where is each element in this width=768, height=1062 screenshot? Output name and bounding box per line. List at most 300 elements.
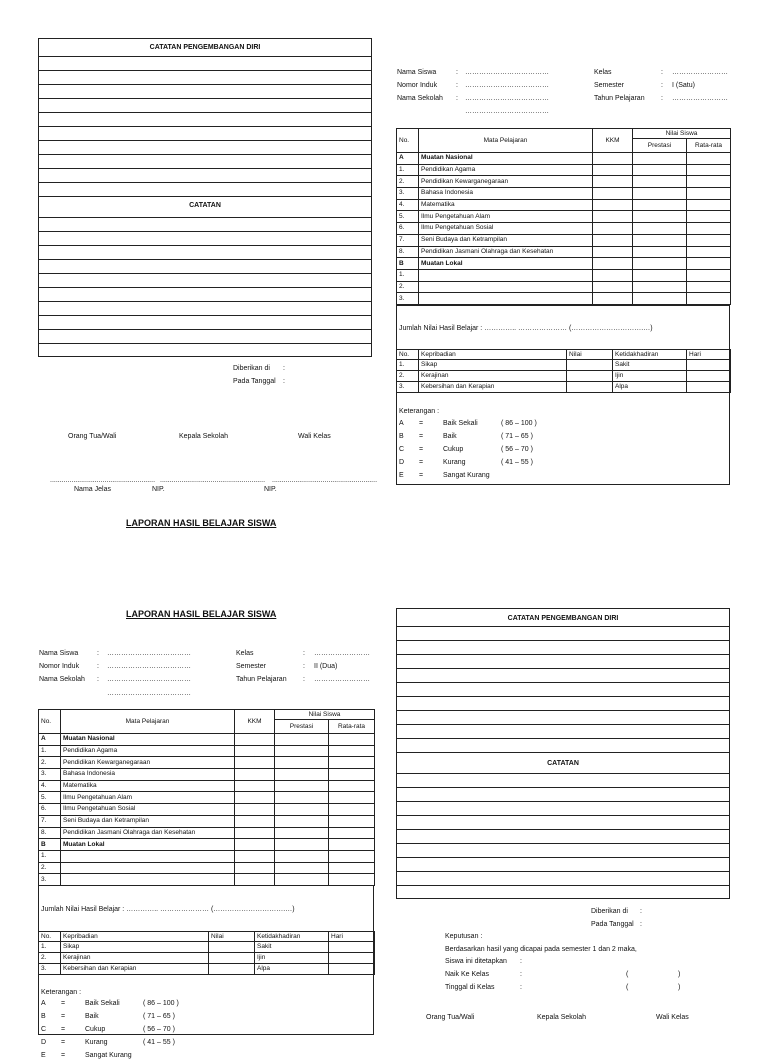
grade-cell-rata — [687, 176, 731, 188]
grade-cell-prestasi — [275, 745, 329, 757]
keterangan-desc: Kurang — [85, 1039, 108, 1046]
colon: : — [661, 95, 663, 102]
grade-cell-kkm — [235, 734, 275, 746]
label-kelas-2: Kelas — [236, 650, 254, 657]
grade-cell-no: 2. — [39, 862, 61, 874]
label-nomor-induk-2: Nomor Induk — [39, 663, 80, 670]
grade-cell-kkm — [235, 874, 275, 886]
value-nama-sekolah-2b: ……………………………… — [107, 690, 191, 697]
grade-row — [397, 246, 731, 258]
keterangan-desc: Sangat Kurang — [85, 1052, 132, 1059]
diberikan-colon: : — [283, 365, 285, 372]
grade-cell-kkm — [235, 850, 275, 862]
kep-cell-nilai — [567, 360, 613, 371]
grade-cell-name — [419, 281, 593, 293]
keterangan-eq: = — [419, 459, 424, 466]
grade-row — [39, 734, 375, 746]
keterangan-eq: = — [419, 433, 424, 440]
grade-cell-name: Pendidikan Kewarganegaraan — [419, 176, 593, 188]
grade-cell-kkm — [593, 269, 633, 281]
keputusan-line1: Berdasarkan hasil yang dicapai pada semester 1 dan 2 maka, — [445, 946, 637, 953]
keterangan-label-2: Keterangan : — [41, 989, 82, 996]
grade-cell-no: 4. — [397, 199, 419, 211]
grade-cell-kkm — [593, 223, 633, 235]
sig-kepala: Kepala Sekolah — [179, 433, 229, 440]
grade-cell-prestasi — [275, 757, 329, 769]
grade-cell-prestasi — [275, 874, 329, 886]
colon: : — [661, 69, 663, 76]
grade-cell-kkm — [593, 293, 633, 305]
keterangan-range: ( 86 – 100 ) — [143, 1000, 179, 1007]
keputusan-line2: Siswa ini ditetapkan — [445, 958, 507, 965]
grade-cell-kkm — [593, 234, 633, 246]
value-semester: I (Satu) — [672, 82, 695, 89]
tanggal-label: Pada Tanggal — [233, 378, 276, 385]
grade-cell-prestasi — [633, 211, 687, 223]
value-kelas-2: …………………… — [314, 650, 370, 657]
grade-cell-no: B — [397, 258, 419, 270]
kep-cell-nilai — [209, 964, 255, 975]
value-nomor-induk: ……………………………… — [465, 82, 549, 89]
keterangan-eq: = — [419, 446, 424, 453]
grade-cell-no: 3. — [39, 874, 61, 886]
grade-cell-rata — [329, 839, 375, 851]
sig-nip-1: NIP. — [152, 486, 165, 493]
grade-cell-kkm — [593, 211, 633, 223]
kep-cell-nilai — [567, 371, 613, 382]
report-title-1: LAPORAN HASIL BELAJAR SISWA — [126, 518, 277, 528]
kepribadian-row — [397, 382, 731, 393]
naik-colon: : — [520, 971, 522, 978]
grade-cell-prestasi — [633, 199, 687, 211]
grade-row — [397, 223, 731, 235]
label-kelas: Kelas — [594, 69, 612, 76]
grade-cell-name: Pendidikan Agama — [61, 745, 235, 757]
keterangan-code: B — [41, 1013, 46, 1020]
jumlah-nilai-2: Jumlah Nilai Hasil Belajar : ………….. ………………… (………………………….…) — [41, 906, 295, 913]
tinggal-label: Tinggal di Kelas — [445, 984, 495, 991]
value-nama-siswa-2: ……………………………… — [107, 650, 191, 657]
label-nomor-induk: Nomor Induk — [397, 82, 438, 89]
kep-cell-kepribadian: Kebersihan dan Kerapian — [61, 964, 209, 975]
grade-cell-name — [419, 293, 593, 305]
keterangan-range: ( 41 – 55 ) — [501, 459, 533, 466]
grade-cell-prestasi — [633, 269, 687, 281]
kep-cell-ketidakhadiran: Ijin — [255, 953, 329, 964]
grade-rows — [397, 153, 731, 305]
tanggal-colon: : — [283, 378, 285, 385]
grade-cell-rata — [687, 281, 731, 293]
grade-cell-no: B — [39, 839, 61, 851]
tinggal-open: ( — [626, 984, 629, 991]
grade-cell-rata — [687, 234, 731, 246]
grade-cell-rata — [329, 780, 375, 792]
grade-cell-rata — [687, 153, 731, 165]
grade-cell-prestasi — [275, 804, 329, 816]
grade-row — [39, 792, 375, 804]
jumlah-nilai: Jumlah Nilai Hasil Belajar : ………….. ………………… (………………………….…) — [399, 325, 653, 332]
hdr-prestasi: Prestasi — [275, 720, 329, 734]
report-title-2: LAPORAN HASIL BELAJAR SISWA — [126, 609, 277, 619]
kep-cell-ketidakhadiran: Alpa — [255, 964, 329, 975]
diberikan-colon-2: : — [640, 908, 642, 915]
grade-cell-rata — [687, 188, 731, 200]
grade-row — [397, 199, 731, 211]
hdr-mapel: Mata Pelajaran — [61, 710, 235, 734]
grade-cell-no: A — [397, 153, 419, 165]
grade-cell-name: Muatan Nasional — [419, 153, 593, 165]
grade-cell-rata — [687, 246, 731, 258]
grade-cell-rata — [329, 804, 375, 816]
keterangan-list-2 — [41, 997, 203, 1062]
grade-cell-name: Pendidikan Kewarganegaraan — [61, 757, 235, 769]
grade-cell-no: 5. — [39, 792, 61, 804]
kep-cell-hari — [329, 942, 375, 953]
kep-cell-no: 2. — [397, 371, 419, 382]
naik-label: Naik Ke Kelas — [445, 971, 489, 978]
kep-cell-no: 1. — [397, 360, 419, 371]
kep-cell-kepribadian: Sikap — [61, 942, 209, 953]
grade-cell-kkm — [235, 815, 275, 827]
kep-cell-kepribadian: Kerajinan — [61, 953, 209, 964]
sig-wali: Wali Kelas — [298, 433, 331, 440]
kep-cell-ketidakhadiran: Sakit — [613, 360, 687, 371]
keterangan-list — [399, 417, 561, 482]
grade-cell-rata — [687, 199, 731, 211]
kepribadian-table-1 — [396, 349, 731, 393]
value-nama-sekolah: ……………………………… — [465, 95, 549, 102]
grade-cell-kkm — [235, 769, 275, 781]
kepribadian-row — [397, 360, 731, 371]
keterangan-code: A — [41, 1000, 46, 1007]
keterangan-range: ( 86 – 100 ) — [501, 420, 537, 427]
grade-cell-prestasi — [633, 176, 687, 188]
keterangan-range: ( 41 – 55 ) — [143, 1039, 175, 1046]
colon: : — [97, 676, 99, 683]
grade-row — [39, 815, 375, 827]
sig-blank-2: ...................................................... — [160, 477, 266, 484]
kep-cell-nilai — [567, 382, 613, 393]
label-nama-sekolah-2: Nama Sekolah — [39, 676, 85, 683]
grade-row — [397, 211, 731, 223]
grade-cell-kkm — [235, 827, 275, 839]
grade-cell-no: 3. — [397, 293, 419, 305]
catatan-mid-label: CATATAN — [189, 202, 221, 209]
value-semester-2: II (Dua) — [314, 663, 338, 670]
kep-cell-ketidakhadiran: Sakit — [255, 942, 329, 953]
hdr-no: No. — [397, 129, 419, 153]
colon: : — [456, 95, 458, 102]
grade-cell-name — [61, 862, 235, 874]
keterangan-range: ( 71 – 65 ) — [143, 1013, 175, 1020]
grade-cell-kkm — [235, 839, 275, 851]
label-nama-siswa: Nama Siswa — [397, 69, 437, 76]
hdr-rata: Rata-rata — [687, 139, 731, 153]
grade-cell-no: 2. — [397, 281, 419, 293]
grade-cell-prestasi — [633, 281, 687, 293]
grade-cell-no: 2. — [397, 176, 419, 188]
kep-cell-hari — [329, 964, 375, 975]
grade-row — [397, 281, 731, 293]
grade-cell-kkm — [593, 199, 633, 211]
grade-cell-no: 3. — [39, 769, 61, 781]
naik-close: ) — [678, 971, 681, 978]
label-tahun: Tahun Pelajaran — [594, 95, 645, 102]
grade-cell-no: 2. — [39, 757, 61, 769]
grade-cell-prestasi — [275, 734, 329, 746]
tanggal-colon-2: : — [640, 921, 642, 928]
grade-cell-kkm — [593, 176, 633, 188]
label-tahun-2: Tahun Pelajaran — [236, 676, 287, 683]
kepribadian-row — [39, 964, 375, 975]
grade-cell-prestasi — [275, 839, 329, 851]
value-nomor-induk-2: ……………………………… — [107, 663, 191, 670]
grade-cell-name: Pendidikan Jasmani Olahraga dan Kesehatan — [419, 246, 593, 258]
kep-cell-no: 2. — [39, 953, 61, 964]
keterangan-code: A — [399, 420, 404, 427]
keterangan-desc: Baik — [443, 433, 457, 440]
grade-cell-name: Bahasa Indonesia — [61, 769, 235, 781]
kep-cell-kepribadian: Sikap — [419, 360, 567, 371]
colon: : — [97, 650, 99, 657]
grade-cell-rata — [329, 850, 375, 862]
catatan-box-top — [38, 38, 372, 357]
grade-cell-prestasi — [275, 792, 329, 804]
grade-cell-rata — [329, 792, 375, 804]
sig-kepala-2: Kepala Sekolah — [537, 1014, 587, 1021]
keterangan-desc: Baik Sekali — [85, 1000, 120, 1007]
grade-cell-kkm — [593, 258, 633, 270]
hdr-nilai-siswa: Nilai Siswa — [633, 129, 731, 139]
grade-cell-rata — [687, 269, 731, 281]
colon: : — [303, 663, 305, 670]
hdr-kkm: KKM — [235, 710, 275, 734]
grade-row — [39, 780, 375, 792]
keterangan-code: E — [41, 1052, 46, 1059]
grade-cell-prestasi — [633, 153, 687, 165]
grade-row — [39, 804, 375, 816]
grade-cell-rata — [329, 769, 375, 781]
grade-cell-name: Bahasa Indonesia — [419, 188, 593, 200]
value-nama-sekolah-2: ……………………………… — [465, 108, 549, 115]
keterangan-range: ( 56 – 70 ) — [143, 1026, 175, 1033]
summary-box-1 — [396, 305, 730, 485]
grade-cell-kkm — [593, 281, 633, 293]
kep-cell-no: 3. — [397, 382, 419, 393]
value-tahun: …………………… — [672, 95, 728, 102]
grade-row — [39, 839, 375, 851]
tinggal-close: ) — [678, 984, 681, 991]
grade-row — [397, 188, 731, 200]
kep-kepribadian: Kepribadian — [419, 350, 567, 360]
kep-no: No. — [397, 350, 419, 360]
grade-cell-name: Seni Budaya dan Ketrampilan — [419, 234, 593, 246]
grade-cell-kkm — [235, 745, 275, 757]
tinggal-colon: : — [520, 984, 522, 991]
kep-hari: Hari — [687, 350, 731, 360]
grade-cell-name: Pendidikan Jasmani Olahraga dan Kesehatan — [61, 827, 235, 839]
label-nama-sekolah: Nama Sekolah — [397, 95, 443, 102]
value-kelas: …………………… — [672, 69, 728, 76]
grade-cell-no: 1. — [39, 850, 61, 862]
colon: : — [456, 69, 458, 76]
grade-cell-prestasi — [275, 850, 329, 862]
keterangan-code: E — [399, 472, 404, 479]
grade-row — [397, 293, 731, 305]
grade-row — [397, 176, 731, 188]
kepribadian-row — [39, 953, 375, 964]
grade-cell-prestasi — [275, 769, 329, 781]
kep-cell-hari — [687, 371, 731, 382]
grade-cell-no: 8. — [397, 246, 419, 258]
keterangan-code: C — [399, 446, 405, 453]
diberikan-label-2: Diberikan di — [591, 908, 628, 915]
grade-row — [39, 850, 375, 862]
grade-row — [397, 269, 731, 281]
grades-table-2 — [38, 709, 375, 886]
grade-cell-name: Ilmu Pengetahuan Alam — [419, 211, 593, 223]
grade-cell-rata — [329, 862, 375, 874]
grade-cell-kkm — [235, 862, 275, 874]
kep-cell-nilai — [209, 953, 255, 964]
grade-row — [39, 769, 375, 781]
sig-nama-jelas: Nama Jelas — [74, 486, 111, 493]
grade-row — [39, 745, 375, 757]
keterangan-desc: Kurang — [443, 459, 466, 466]
naik-open: ( — [626, 971, 629, 978]
keterangan-code: C — [41, 1026, 47, 1033]
kep-hari: Hari — [329, 932, 375, 942]
grade-cell-kkm — [593, 246, 633, 258]
grade-row — [397, 258, 731, 270]
grade-cell-name: Matematika — [61, 780, 235, 792]
hdr-kkm: KKM — [593, 129, 633, 153]
grade-cell-name: Ilmu Pengetahuan Alam — [61, 792, 235, 804]
grade-row — [397, 164, 731, 176]
grade-cell-rata — [687, 164, 731, 176]
grade-cell-prestasi — [633, 246, 687, 258]
grade-cell-prestasi — [275, 815, 329, 827]
grade-cell-no: 1. — [397, 164, 419, 176]
kep-rows — [39, 942, 375, 975]
grade-cell-name: Muatan Nasional — [61, 734, 235, 746]
grade-cell-no: 3. — [397, 188, 419, 200]
hdr-nilai-siswa: Nilai Siswa — [275, 710, 375, 720]
grade-cell-kkm — [593, 188, 633, 200]
grade-cell-rata — [329, 734, 375, 746]
grade-row — [397, 234, 731, 246]
value-nama-siswa: ……………………………… — [465, 69, 549, 76]
label-semester: Semester — [594, 82, 624, 89]
colon: : — [97, 663, 99, 670]
grade-cell-name — [61, 850, 235, 862]
grade-row — [39, 874, 375, 886]
keterangan-code: D — [41, 1039, 47, 1046]
grade-cell-prestasi — [633, 258, 687, 270]
grade-cell-kkm — [235, 757, 275, 769]
keterangan-desc: Baik — [85, 1013, 99, 1020]
grade-cell-kkm — [235, 780, 275, 792]
grade-row — [39, 862, 375, 874]
keterangan-eq: = — [419, 472, 424, 479]
keterangan-eq: = — [61, 1013, 66, 1020]
grade-cell-prestasi — [275, 862, 329, 874]
grade-cell-kkm — [235, 792, 275, 804]
grade-cell-no: 7. — [39, 815, 61, 827]
kep-cell-hari — [687, 360, 731, 371]
kep-rows — [397, 360, 731, 393]
kep-cell-kepribadian: Kerajinan — [419, 371, 567, 382]
grade-cell-no: A — [39, 734, 61, 746]
hdr-mapel: Mata Pelajaran — [419, 129, 593, 153]
grade-cell-prestasi — [275, 780, 329, 792]
sig-nip-2: NIP. — [264, 486, 277, 493]
keterangan-eq: = — [61, 1026, 66, 1033]
grade-cell-prestasi — [633, 164, 687, 176]
grade-cell-no: 1. — [397, 269, 419, 281]
keterangan-range — [501, 469, 561, 482]
colon: : — [661, 82, 663, 89]
grade-cell-name — [61, 874, 235, 886]
kep-ketidakhadiran: Ketidakhadiran — [613, 350, 687, 360]
grade-cell-no: 4. — [39, 780, 61, 792]
value-tahun-2: …………………… — [314, 676, 370, 683]
grade-cell-no: 6. — [39, 804, 61, 816]
kep-cell-hari — [329, 953, 375, 964]
grade-cell-name: Seni Budaya dan Ketrampilan — [61, 815, 235, 827]
kep-cell-nilai — [209, 942, 255, 953]
grade-cell-name: Ilmu Pengetahuan Sosial — [61, 804, 235, 816]
grade-row — [397, 153, 731, 165]
catatan-box-bottom — [396, 608, 730, 899]
grade-rows — [39, 734, 375, 886]
catatan-mid-label-2: CATATAN — [547, 760, 579, 767]
keputusan-label: Keputusan : — [445, 933, 483, 940]
tanggal-label-2: Pada Tanggal — [591, 921, 634, 928]
grade-row — [39, 827, 375, 839]
grade-cell-rata — [687, 211, 731, 223]
sig-blank-1: ...................................................... — [50, 477, 156, 484]
grade-cell-no: 1. — [39, 745, 61, 757]
grade-cell-no: 6. — [397, 223, 419, 235]
grade-cell-prestasi — [633, 223, 687, 235]
grade-cell-kkm — [235, 804, 275, 816]
colon: : — [456, 82, 458, 89]
kep-nilai: Nilai — [209, 932, 255, 942]
grade-cell-no: 5. — [397, 211, 419, 223]
grade-cell-prestasi — [633, 293, 687, 305]
sig-orang-tua: Orang Tua/Wali — [68, 433, 117, 440]
keterangan-eq: = — [419, 420, 424, 427]
keterangan-eq: = — [61, 1052, 66, 1059]
label-semester-2: Semester — [236, 663, 266, 670]
kep-cell-ketidakhadiran: Alpa — [613, 382, 687, 393]
keterangan-range: ( 71 – 65 ) — [501, 433, 533, 440]
summary-box-2 — [38, 885, 374, 1059]
sig-wali-2: Wali Kelas — [656, 1014, 689, 1021]
kepribadian-row — [39, 942, 375, 953]
grade-row — [39, 757, 375, 769]
kep-cell-kepribadian: Kebersihan dan Kerapian — [419, 382, 567, 393]
grade-cell-kkm — [593, 164, 633, 176]
grade-cell-rata — [329, 745, 375, 757]
grade-cell-rata — [329, 815, 375, 827]
sig-orang-tua-2: Orang Tua/Wali — [426, 1014, 475, 1021]
kep-no: No. — [39, 932, 61, 942]
kepribadian-row — [397, 371, 731, 382]
keterangan-desc: Sangat Kurang — [443, 472, 490, 479]
keterangan-code: B — [399, 433, 404, 440]
